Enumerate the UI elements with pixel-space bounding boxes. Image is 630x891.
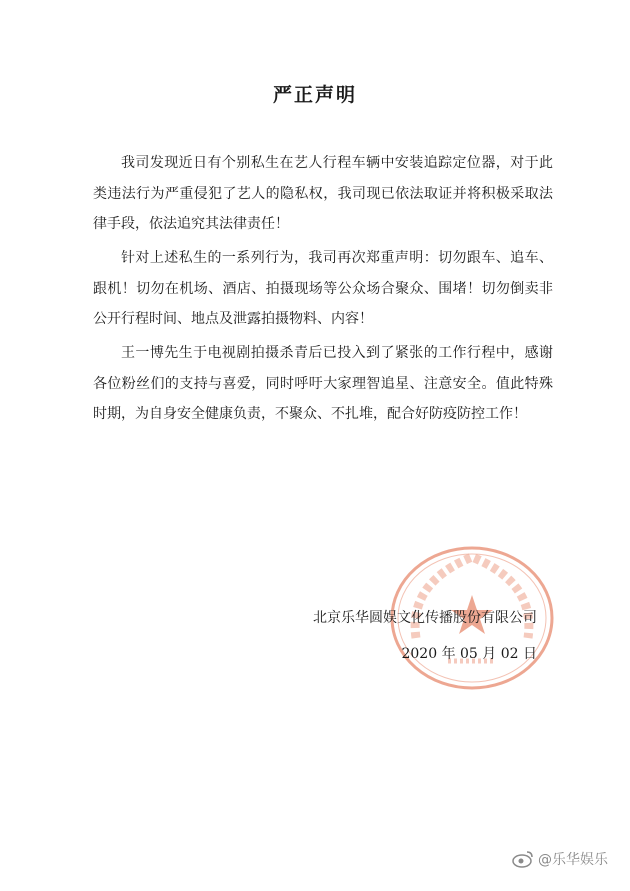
paragraph-2: 针对上述私生的一系列行为，我司再次郑重声明：切勿跟车、追车、跟机！切勿在机场、酒店、拍摄现场等公众场合聚众、围堵！切勿倒卖非公开行程时间、地点及泄露拍摄物料、内容！: [93, 250, 553, 327]
company-name: 北京乐华圆娱文化传播股份有限公司: [313, 610, 537, 626]
watermark: [512, 849, 608, 869]
statement-date: 2020 年 05 月 02 日: [401, 646, 537, 662]
document-title: 严正声明: [272, 84, 357, 106]
paragraph-3: 王一博先生于电视剧拍摄杀青后已投入到了紧张的工作行程中，感谢各位粉丝们的支持与喜爱，同时呼吁大家理智追星、注意安全。值此特殊时期，为自身安全健康负责，不聚众、不扎堆，配合好防疫防控工作！: [93, 345, 553, 422]
document-body: [93, 148, 553, 433]
weibo-icon: [512, 850, 534, 868]
paragraph-1: 我司发现近日有个别私生在艺人行程车辆中安装追踪定位器，对于此类违法行为严重侵犯了艺人的隐私权，我司现已依法取证并将积极采取法律手段，依法追究其法律责任！: [93, 155, 553, 232]
watermark-text: @乐华娱乐: [538, 852, 608, 868]
